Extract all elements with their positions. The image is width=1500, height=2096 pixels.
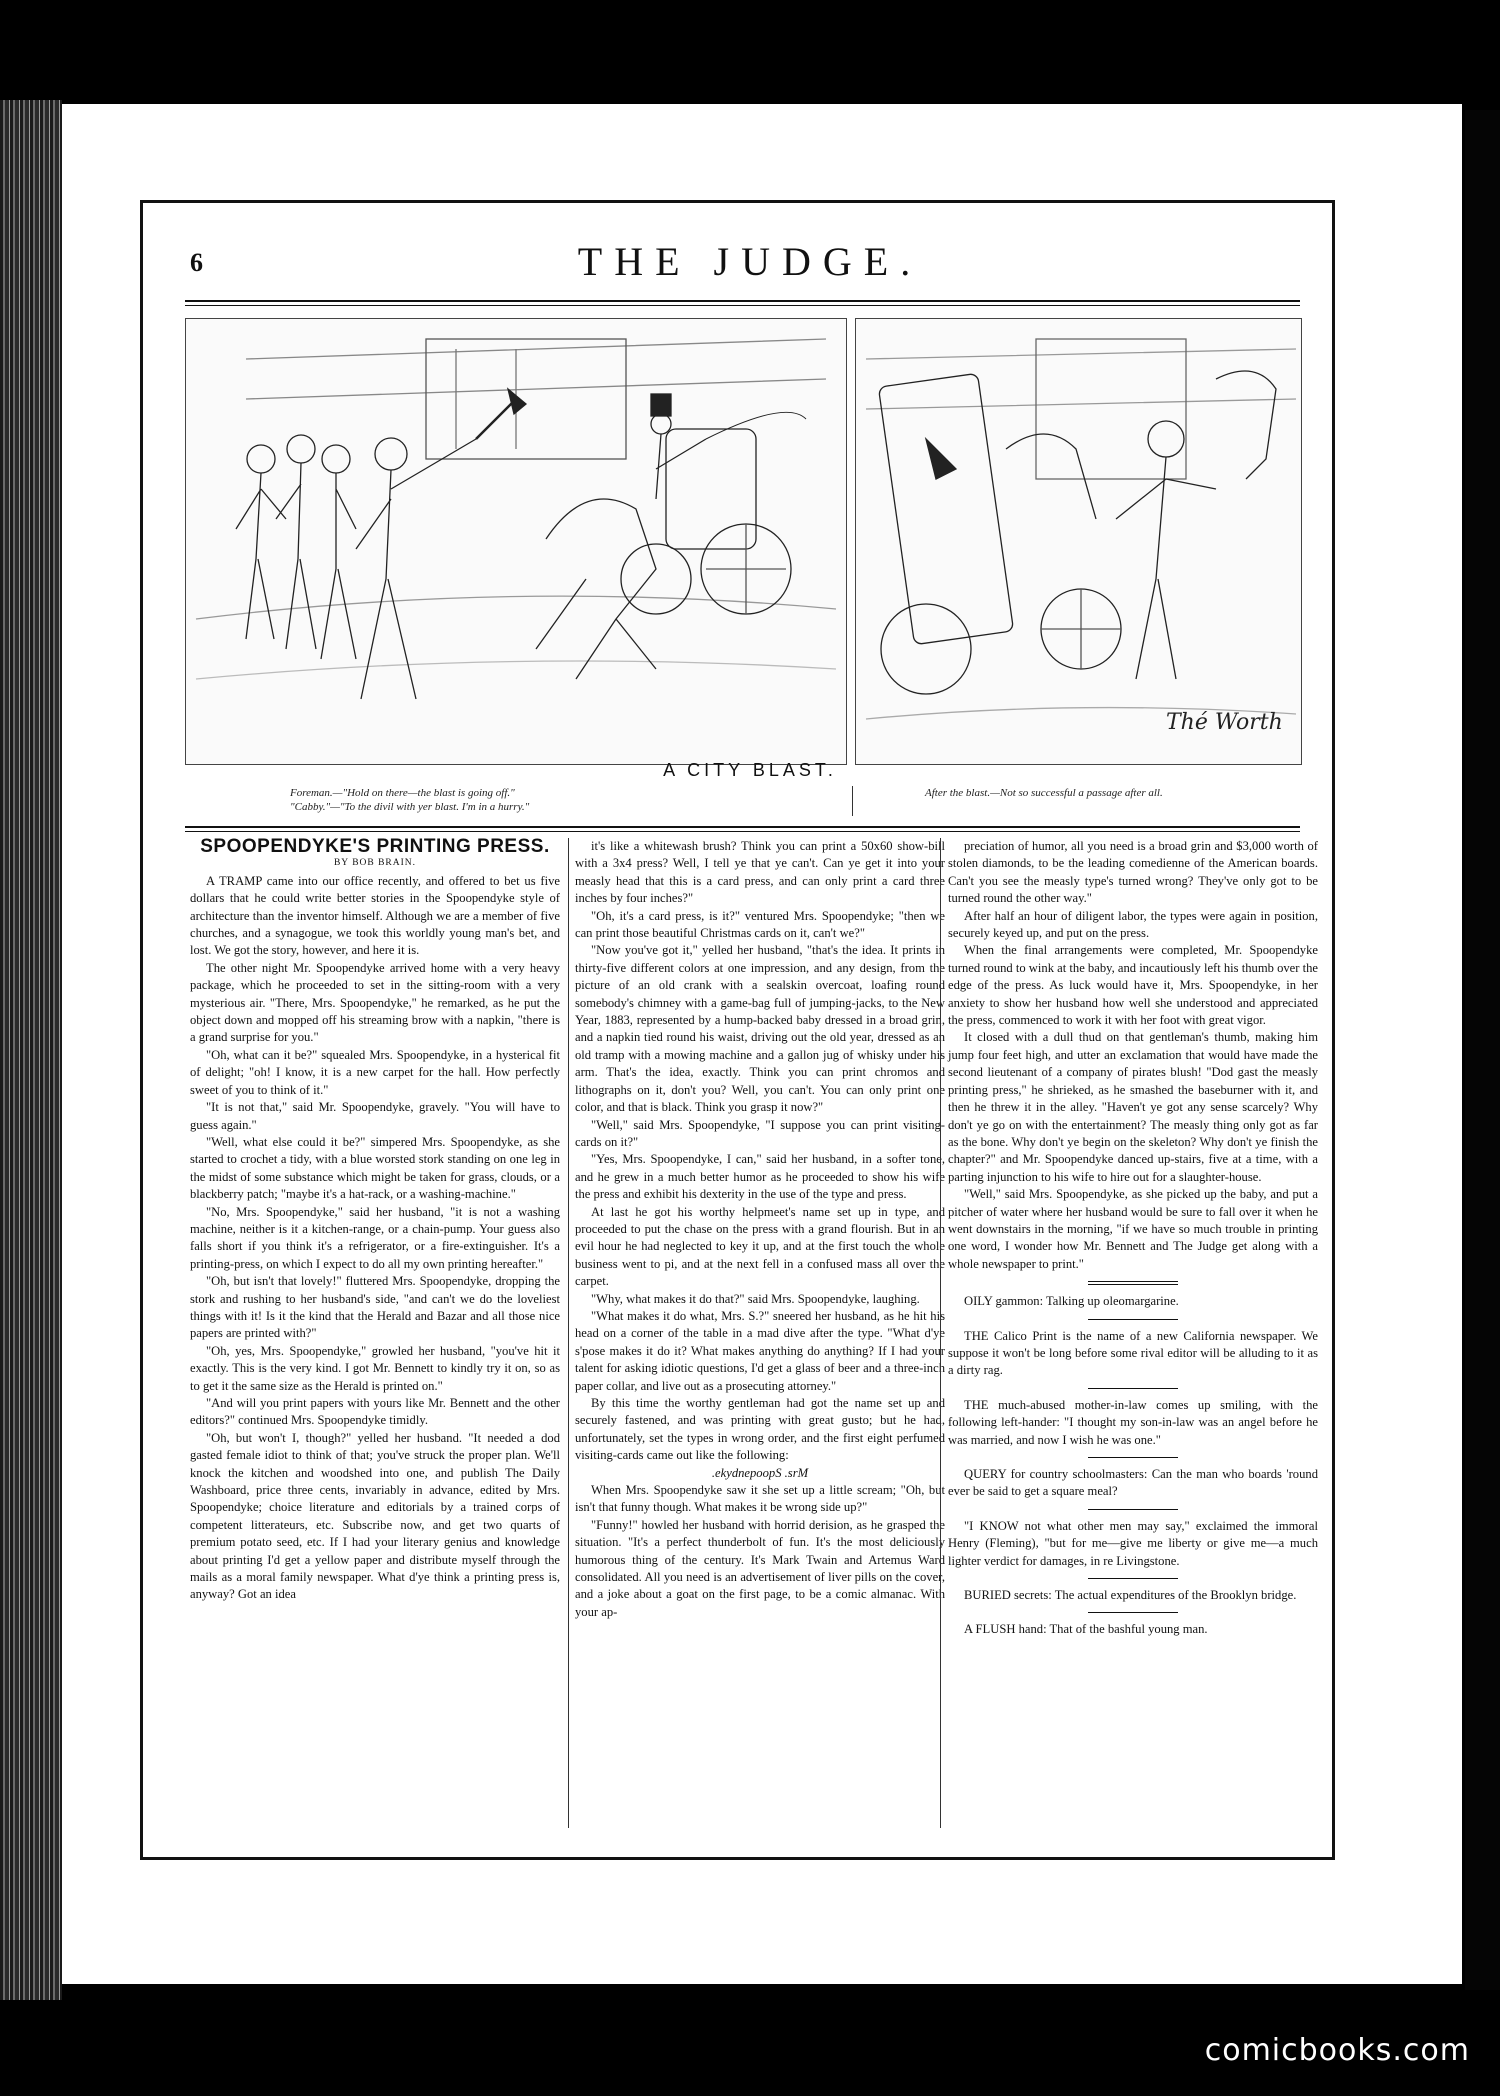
cartoon-bottom-rule <box>185 826 1300 832</box>
brief-item: OILY gammon: Talking up oleomargarine. <box>964 1294 1179 1309</box>
cartoon-title: A CITY BLAST. <box>663 760 837 780</box>
article-column-1 <box>190 838 560 1604</box>
brief-separator <box>1088 1457 1178 1458</box>
paragraph: By this time the worthy gentleman had got the name set up and securely fastened, and was printing with great gusto; but he had, unfortunately, set the types in wrong order, and the first eight perfumed visiting-cards came out like the following: <box>575 1396 945 1463</box>
paragraph: "Yes, Mrs. Spoopendyke, I can," said her husband, in a softer tone, and he grew in a much better humor as he proceeded to show his wife the press and exhibit his dexterity in the use of the type and press. <box>575 1152 945 1202</box>
paragraph: When Mrs. Spoopendyke saw it she set up a little scream; "Oh, but isn't that funny though. What makes it be wrong side up?" <box>575 1483 945 1515</box>
paragraph: "Well, what else could it be?" simpered Mrs. Spoopendyke, as she started to crochet a tidy, with a blue worsted stork standing on one leg in the midst of some substance which might be taken for grass, clouds, or a blackberry patch; "maybe it's a hat-rack, or a washing-machine." <box>190 1134 560 1202</box>
right-caption: After the blast.—Not so successful a passage after all. <box>925 787 1163 799</box>
masthead-title: THE JUDGE. <box>577 239 923 284</box>
paragraph: "Oh, but won't I, though?" yelled her husband. "It needed a dod gasted female idiot to think of that; you've struck the proper plan. We'll knock the kitchen and woodshed into one, and publish The Daily Washboard, price three cents, invariably in advance, edited by Mrs. Spoopendyke; choice literature and editorials by a trained corps of competent litterateurs, etc. Subscribe now, and get two quarts of premium potato seed, etc. If I had your literary genius and knowledge about printing I'd get a yellow paper and distribute myself through the mails as a moral family newspaper. What d'ye think a printing press is, anyway? Got an idea <box>190 1430 560 1602</box>
brief-item: THE much-abused mother-in-law comes up smiling, with the following left-hander: "I thought my son-in-law was an angel before he was married, and now I wish he was one." <box>948 1397 1318 1447</box>
reversed-card-text: .ekydnepoopS .srM <box>711 1465 809 1480</box>
paragraph: "Why, what makes it do that?" said Mrs. Spoopendyke, laughing. <box>591 1291 920 1306</box>
paragraph: preciation of humor, all you need is a broad grin and $3,000 worth of stolen diamonds, to be the leading comedienne of the American boards. Can't you see the measly type's turned wrong? They've only got to be turned round the other way." <box>948 839 1318 906</box>
brief-separator <box>1088 1281 1178 1285</box>
paragraph: "Oh, but isn't that lovely!" fluttered Mrs. Spoopendyke, dropping the stork and rushing to her husband's side, "and can't we do the loveliest things with it! Is it the kind that the Herald and Bazar and all those nice papers are printed with?" <box>190 1274 560 1341</box>
left-caption-line-1: Foreman.—"Hold on there—the blast is going off." <box>290 787 515 799</box>
left-caption <box>290 786 529 814</box>
artist-signature: Thé Worth <box>1166 710 1283 735</box>
paragraph: "Funny!" howled her husband with horrid derision, as he grasped the situation. "It's a perfect thunderbolt of fun. It's the most deliciously humorous thing of the century. It's Mark Twain and Artemus Ward consolidated. All you need is an advertisement of liver pills on the cover, and a joke about a goat on the first page, to be a comic almanac. With your ap- <box>575 1517 945 1619</box>
article-column-2 <box>575 838 945 1621</box>
brief-item: BURIED secrets: The actual expenditures of the Brooklyn bridge. <box>964 1588 1297 1603</box>
paragraph: When the final arrangements were completed, Mr. Spoopendyke turned round to wink at the baby, and incautiously left his thumb over the edge of the press. As luck would have it, Mrs. Spoopendyke, in her anxiety to show her husband how well she understood and appreciated the press, commenced to work it with her foot with great vigor. <box>948 943 1318 1028</box>
cartoon-right-drawing <box>856 319 1301 764</box>
brief-item: "I KNOW not what other men may say," exclaimed the immoral Henry (Fleming), "but for me—give me liberty or give me—a much lighter verdict for damages, in re Livingstone. <box>948 1518 1318 1568</box>
paragraph: After half an hour of diligent labor, the types were again in position, securely keyed up, and put on the press. <box>948 908 1318 941</box>
paragraph: "What makes it do what, Mrs. S.?" sneered her husband, as he hit his head on a corner of the table in a mad dive after the type. "What d'ye s'pose makes it do it? What makes anything do anything? If I had your talent for asking idiotic questions, I'd get a glass of beer and a three-inch paper collar, and live out as a prosecuting attorney." <box>575 1308 945 1393</box>
next-page-edge <box>1465 110 1500 1990</box>
paragraph: "Oh, what can it be?" squealed Mrs. Spoopendyke, in a hysterical fit of delight; "oh! I know, it is a new carpet for the hall. How perfectly sweet of you to think of it." <box>190 1047 560 1097</box>
cartoon-panel-right <box>855 318 1302 765</box>
article-column-3 <box>948 838 1318 1639</box>
paragraph: "Well," said Mrs. Spoopendyke, as she picked up the baby, and put a pitcher of water where her husband would be sure to fall over it when he went downstairs in the morning, "if we have so much trouble in printing one word, I wonder how Mr. Bennett and The Judge get along with a whole newspaper to print." <box>948 1187 1318 1271</box>
paragraph: The other night Mr. Spoopendyke arrived home with a very heavy package, which he proceeded to set in the sitting-room with a very mysterious air. "There, Mrs. Spoopendyke," he remarked, as he put the object down and mopped off his streaming brow with a napkin, "there is a grand surprise for you." <box>190 960 560 1045</box>
cartoon-left-drawing <box>186 319 846 764</box>
column-divider-1 <box>568 838 569 1828</box>
paragraph: At last he got his worthy helpmeet's name set up in type, and proceeded to put the chase on the press with a grand flourish. But in an evil hour he had neglected to key it up, and at the first touch the whole business went to pi, and at the next fell in a confused mass all over the carpet. <box>575 1204 945 1289</box>
brief-separator <box>1088 1319 1178 1320</box>
brief-separator <box>1088 1612 1178 1613</box>
paragraph: It closed with a dull thud on that gentleman's thumb, making him jump four feet high, and utter an exclamation that would have made the second lieutenant of a company of pirates blush! "Dod gast the measly printing press," he shrieked, as he smashed the baseburner with it, and then he threw it in the alley. "Haven't ye got any sense scarcely? Why don't ye go on with the entertainment? The measly thing only got as far as the bone. Why don't ye begin on the skeleton? Why don't ye finish the chapter?" and Mr. Spoopendyke danced up-stairs, five at a time, with a parting injunction to his wife to hire out for a slaughter-house. <box>948 1030 1318 1184</box>
paragraph: "And will you print papers with yours like Mr. Bennett and the other editors?" continued Mrs. Spoopendyke timidly. <box>190 1396 560 1428</box>
brief-item: QUERY for country schoolmasters: Can the man who boards 'round ever be said to get a square meal? <box>948 1467 1318 1499</box>
article-byline: BY BOB BRAIN. <box>333 858 417 869</box>
caption-divider <box>852 786 853 816</box>
paragraph: "Well," said Mrs. Spoopendyke, "I suppose you can print visiting-cards on it?" <box>575 1117 945 1149</box>
brief-separator <box>1088 1388 1178 1389</box>
book-binding <box>0 100 62 2000</box>
article-title: SPOOPENDYKE'S PRINTING PRESS. <box>200 836 550 857</box>
page-number: 6 <box>190 248 203 277</box>
brief-separator <box>1088 1509 1178 1510</box>
paragraph: "No, Mrs. Spoopendyke," said her husband, "it is not a washing machine, neither is it a kitchen-range, or a chain-pump. Your guess also falls short if you think it's a refrigerator, or a fire-extinguisher. It's a printing-press, on which I expect to do all my own printing hereafter." <box>190 1204 560 1271</box>
brief-item: A FLUSH hand: That of the bashful young man. <box>964 1622 1208 1637</box>
paragraph: "Oh, yes, Mrs. Spoopendyke," growled her husband, "you've hit it exactly. This is the very kind. I got Mr. Bennett to kindly try it on, so as to get it the same size as the Herald is printed on." <box>190 1343 560 1393</box>
site-watermark: comicbooks.com <box>1204 2033 1470 2068</box>
column-divider-2 <box>940 838 941 1828</box>
paragraph: A TRAMP came into our office recently, and offered to bet us five dollars that he could write better stories in the Spoopendyke style of architecture than the inventor himself. Although we are a member of five churches, and a synagogue, we took this worldly young man's bet, and lost. We got the story, however, and here it is. <box>190 873 560 958</box>
cartoon-panel-left <box>185 318 847 765</box>
paragraph: "Oh, it's a card press, is it?" ventured Mrs. Spoopendyke; "then we can print those beautiful Christmas cards on it, can't we?" <box>575 908 945 941</box>
brief-separator <box>1088 1578 1178 1579</box>
brief-item: THE Calico Print is the name of a new California newspaper. We suppose it won't be long before some rival editor will be alluding to it as a dirty rag. <box>948 1328 1318 1378</box>
paragraph: it's like a whitewash brush? Think you can print a 50x60 show-bill with a 3x4 press? Well, I tell ye that ye can't. Can ye get it into your measly head that this is a card press, and can only print a card three inches by four inches?" <box>575 839 945 906</box>
masthead-rule <box>185 300 1300 306</box>
paragraph: "Now you've got it," yelled her husband, "that's the idea. It prints in thirty-five different colors at one impression, and any design, from the picture of an old crank with a sealskin overcoat, loafing round somebody's chimney with a game-bag full of jumping-jacks, to the New Year, 1883, represented by a hump-backed baby dressed in a broad grin, and a napkin tied round his waist, driving out the old year, dressed as an old tramp with a mowing machine and a gallon jug of whisky under his arm. That's the idea, exactly. Think you can print chromos and lithographs on it, don't you? Well, you can't. You can only print one color, and that is black. Think you grasp it now?" <box>575 943 945 1115</box>
paragraph: "It is not that," said Mr. Spoopendyke, gravely. "You will have to guess again." <box>190 1100 560 1132</box>
left-caption-line-2: "Cabby."—"To the divil with yer blast. I'm in a hurry." <box>290 801 530 813</box>
